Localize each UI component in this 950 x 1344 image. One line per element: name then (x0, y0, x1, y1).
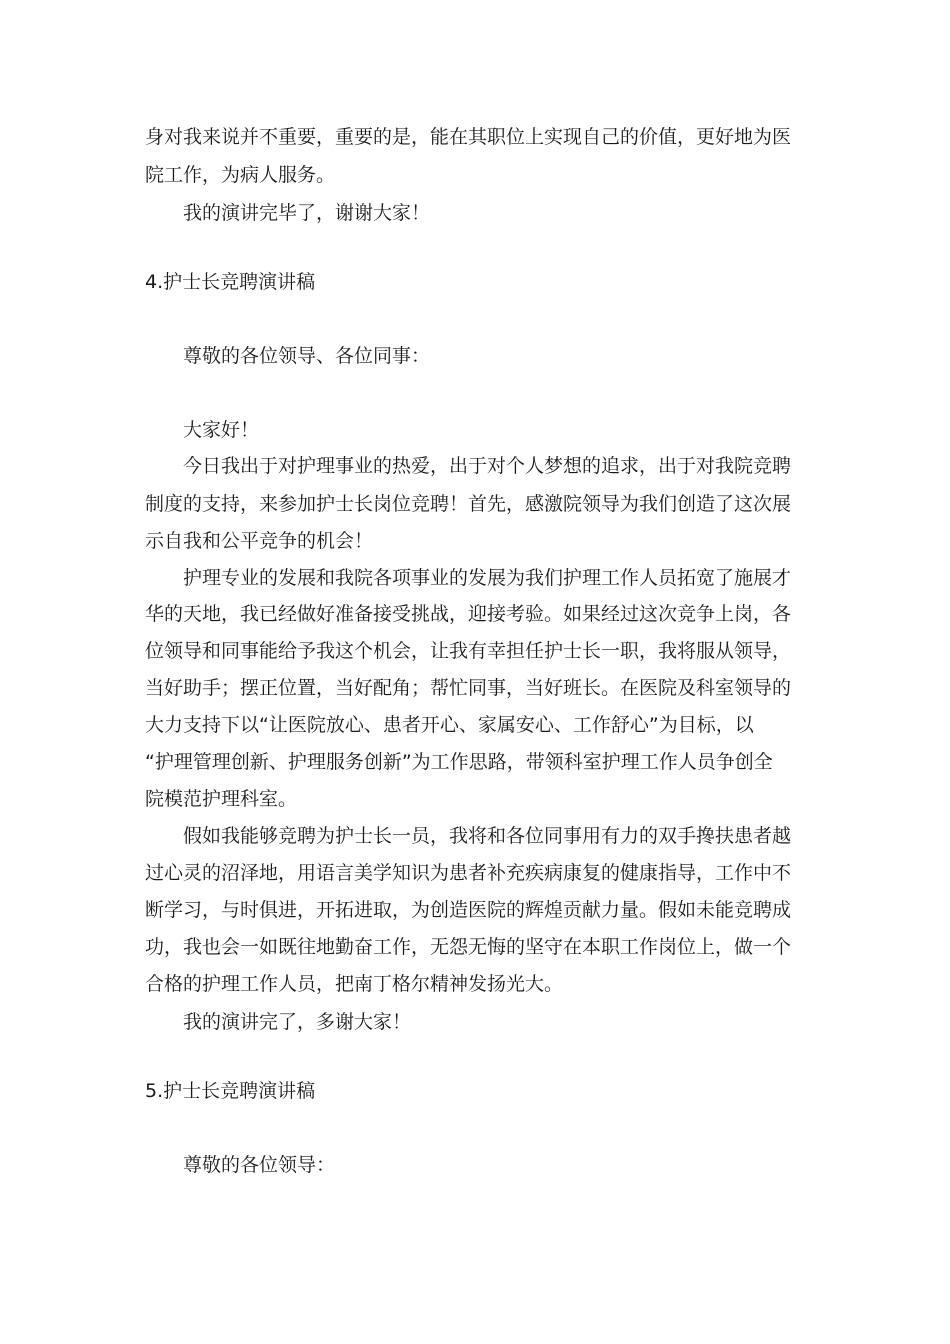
body-text-line: 合格的护理工作人员，把南丁格尔精神发扬光大。 (145, 973, 564, 995)
body-text-line: 功，我也会一如既往地勤奋工作，无怨无悔的坚守在本职工作岗位上，做一个 (145, 936, 792, 958)
body-text-line: “护理管理创新、护理服务创新”为工作思路，带领科室护理工作人员争创全 (145, 751, 773, 773)
section-heading: 4.护士长竞聘演讲稿 (145, 271, 316, 293)
body-text-line: 示自我和公平竞争的机会！ (145, 530, 374, 552)
body-text-line: 华的天地，我已经做好准备接受挑战，迎接考验。如果经过这次竞争上岗，各 (145, 603, 792, 625)
body-text-line: 院模范护理科室。 (145, 788, 298, 810)
salutation: 尊敬的各位领导： (183, 1154, 336, 1176)
greeting: 大家好！ (183, 419, 260, 441)
body-text-line: 身对我来说并不重要，重要的是，能在其职位上实现自己的价值，更好地为医 (145, 126, 792, 148)
salutation: 尊敬的各位领导、各位同事： (183, 345, 431, 367)
body-text-line: 假如我能够竞聘为护士长一员，我将和各位同事用有力的双手搀扶患者越 (183, 825, 792, 847)
body-text-line: 断学习，与时俱进，开拓进取，为创造医院的辉煌贡献力量。假如未能竞聘成 (145, 899, 792, 921)
body-text-line: 过心灵的沼泽地，用语言美学知识为患者补充疾病康复的健康指导，工作中不 (145, 862, 792, 884)
body-text-line: 院工作，为病人服务。 (145, 164, 336, 186)
section-heading: 5.护士长竞聘演讲稿 (145, 1080, 316, 1102)
body-text-line: 当好助手；摆正位置，当好配角；帮忙同事，当好班长。在医院及科室领导的 (145, 677, 792, 699)
body-text-line: 制度的支持，来参加护士长岗位竞聘！首先，感激院领导为我们创造了这次展 (145, 493, 792, 515)
body-text-line: 大力支持下以“让医院放心、患者开心、家属安心、工作舒心”为目标，以 (145, 714, 754, 736)
closing-line: 我的演讲完了，多谢大家！ (183, 1011, 412, 1033)
closing-line: 我的演讲完毕了，谢谢大家！ (183, 202, 431, 224)
body-text-line: 今日我出于对护理事业的热爱，出于对个人梦想的追求，出于对我院竞聘 (183, 455, 792, 477)
body-text-line: 护理专业的发展和我院各项事业的发展为我们护理工作人员拓宽了施展才 (183, 567, 792, 589)
body-text-line: 位领导和同事能给予我这个机会，让我有幸担任护士长一职，我将服从领导， (145, 640, 792, 662)
